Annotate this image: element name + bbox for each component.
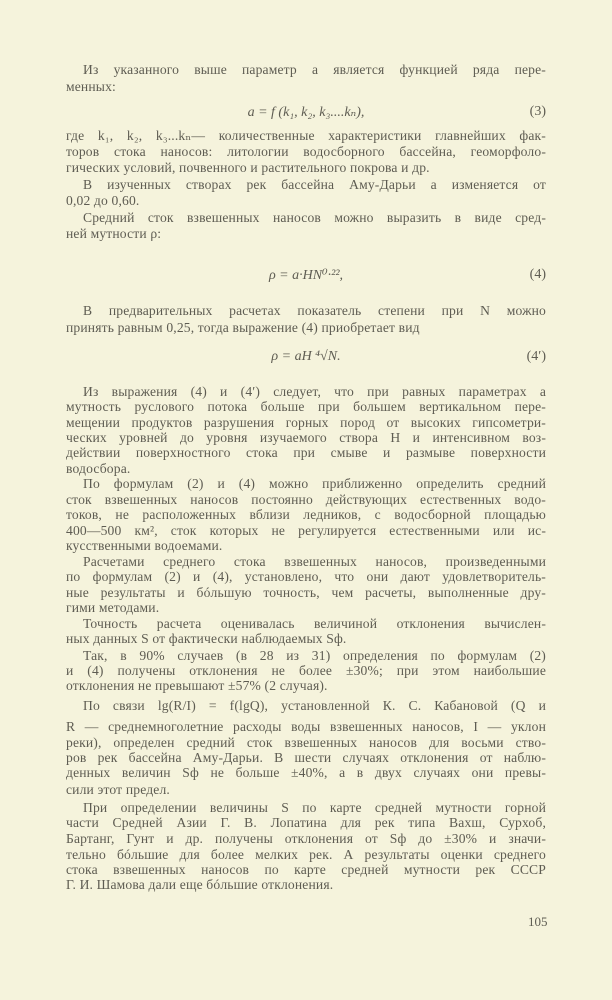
text-line: водосбора.: [66, 461, 131, 476]
text-line: гими методами.: [66, 600, 160, 615]
text-line: ров рек бассейна Аму-Дарьи. В шести случаях отклонения от наблю-: [66, 750, 546, 765]
text-line: токов, не расположенных вблизи ледников, с водосборной площадью: [66, 507, 546, 522]
text-line: Г. И. Шамова дали еще бóльшие отклонения.: [66, 877, 334, 892]
text-line: Из указанного выше параметр a является функцией ряда пере-: [83, 62, 546, 77]
text-line: сили этот предел.: [66, 782, 170, 797]
text-line: В изученных створах рек бассейна Аму-Дарьи a изменяется от: [83, 177, 546, 192]
text-line: 400—500 км², сток которых не регулируется естественными или ис-: [66, 523, 546, 538]
text-line: 0,02 до 0,60.: [66, 193, 140, 208]
text-line: принять равным 0,25, тогда выражение (4) приобретает вид: [66, 320, 420, 335]
text-line: Так, в 90% случаев (в 28 из 31) определения по формулам (2): [83, 648, 546, 663]
text-line: По связи lg(R/I) = f(lgQ), установленной К. С. Кабановой (Q и: [83, 698, 546, 713]
equation-number: (4): [529, 267, 546, 282]
text-line: и (4) получены отклонения не более ±30%; при этом наибольшие: [66, 663, 546, 678]
text-line: ных данных S от фактически наблюдаемых Sф.: [66, 631, 347, 646]
text-line: стока взвешенных наносов по карте средней мутности рек СССР: [66, 862, 546, 877]
text-line: В предварительных расчетах показатель степени при N можно: [83, 303, 546, 318]
text-line: Точность расчета оценивалась величиной отклонения вычислен-: [83, 616, 546, 631]
text-line: сток взвешенных наносов постоянно действующих естественных водо-: [66, 492, 546, 507]
text-line: мутность руслового потока больше при большем вертикальном пере-: [66, 399, 546, 414]
text-line: мещении продуктов разрушения горных пород от высоких гипсометри-: [66, 415, 546, 430]
text-line: реки), определен средний сток взвешенных наносов для восьми ство-: [66, 735, 546, 750]
text-line: где k₁, k₂, k₃...kₙ— количественные характеристики главнейших фак-: [66, 128, 546, 143]
text-line: ные результаты и бóльшую точность, чем расчеты, выполненные дру-: [66, 585, 546, 600]
text-line: кусственными водоемами.: [66, 538, 223, 553]
equation-3: a = f (k₁, k₂, k₃....kₙ),: [247, 105, 365, 120]
text-line: тельно бóльшие для более мелких рек. А результаты оценки среднего: [66, 847, 546, 862]
text-line: ней мутности ρ:: [66, 226, 162, 241]
text-line: По формулам (2) и (4) можно приближенно определить средний: [83, 476, 546, 491]
text-line: Из выражения (4) и (4′) следует, что при равных параметрах a: [83, 384, 546, 399]
text-line: При определении величины S по карте средней мутности горной: [83, 800, 546, 815]
text-line: отклонения не превышают ±57% (2 случая).: [66, 678, 328, 693]
page-number: 105: [528, 914, 548, 929]
text-line: части Средней Азии Г. В. Лопатина для рек типа Вахш, Сурхоб,: [66, 815, 546, 830]
text-line: гических условий, почвенного и растительного покрова и др.: [66, 160, 430, 175]
text-line: Средний сток взвешенных наносов можно выразить в виде сред-: [83, 210, 546, 225]
text-line: денных величин Sф не больше ±40%, а в двух случаях они превы-: [66, 765, 546, 780]
text-line: по формулам (2) и (4), установлено, что они дают удовлетворитель-: [66, 569, 546, 584]
text-line: торов стока наносов: литологии водосборного бассейна, геоморфоло-: [66, 144, 546, 159]
text-line: Бартанг, Гунт и др. получены отклонения от Sф до ±30% и значи-: [66, 831, 546, 846]
text-line: действии поверхностного стока при смыве и размыве поверхности: [66, 445, 546, 460]
equation-4: ρ = a·HN⁰·²²,: [268, 268, 344, 283]
text-line: Расчетами среднего стока взвешенных наносов, произведенными: [83, 554, 546, 569]
equation-number: (4′): [526, 349, 546, 364]
text-line: R — среднемноголетние расходы воды взвешенных наносов, I — уклон: [66, 719, 546, 734]
equation-number: (3): [529, 104, 546, 119]
equation-4-prime: ρ = aH ⁴√N.: [271, 349, 341, 364]
text-line: менных:: [66, 79, 116, 94]
text-line: ческих уровней до уровня изучаемого створа H и интенсивном воз-: [66, 430, 546, 445]
